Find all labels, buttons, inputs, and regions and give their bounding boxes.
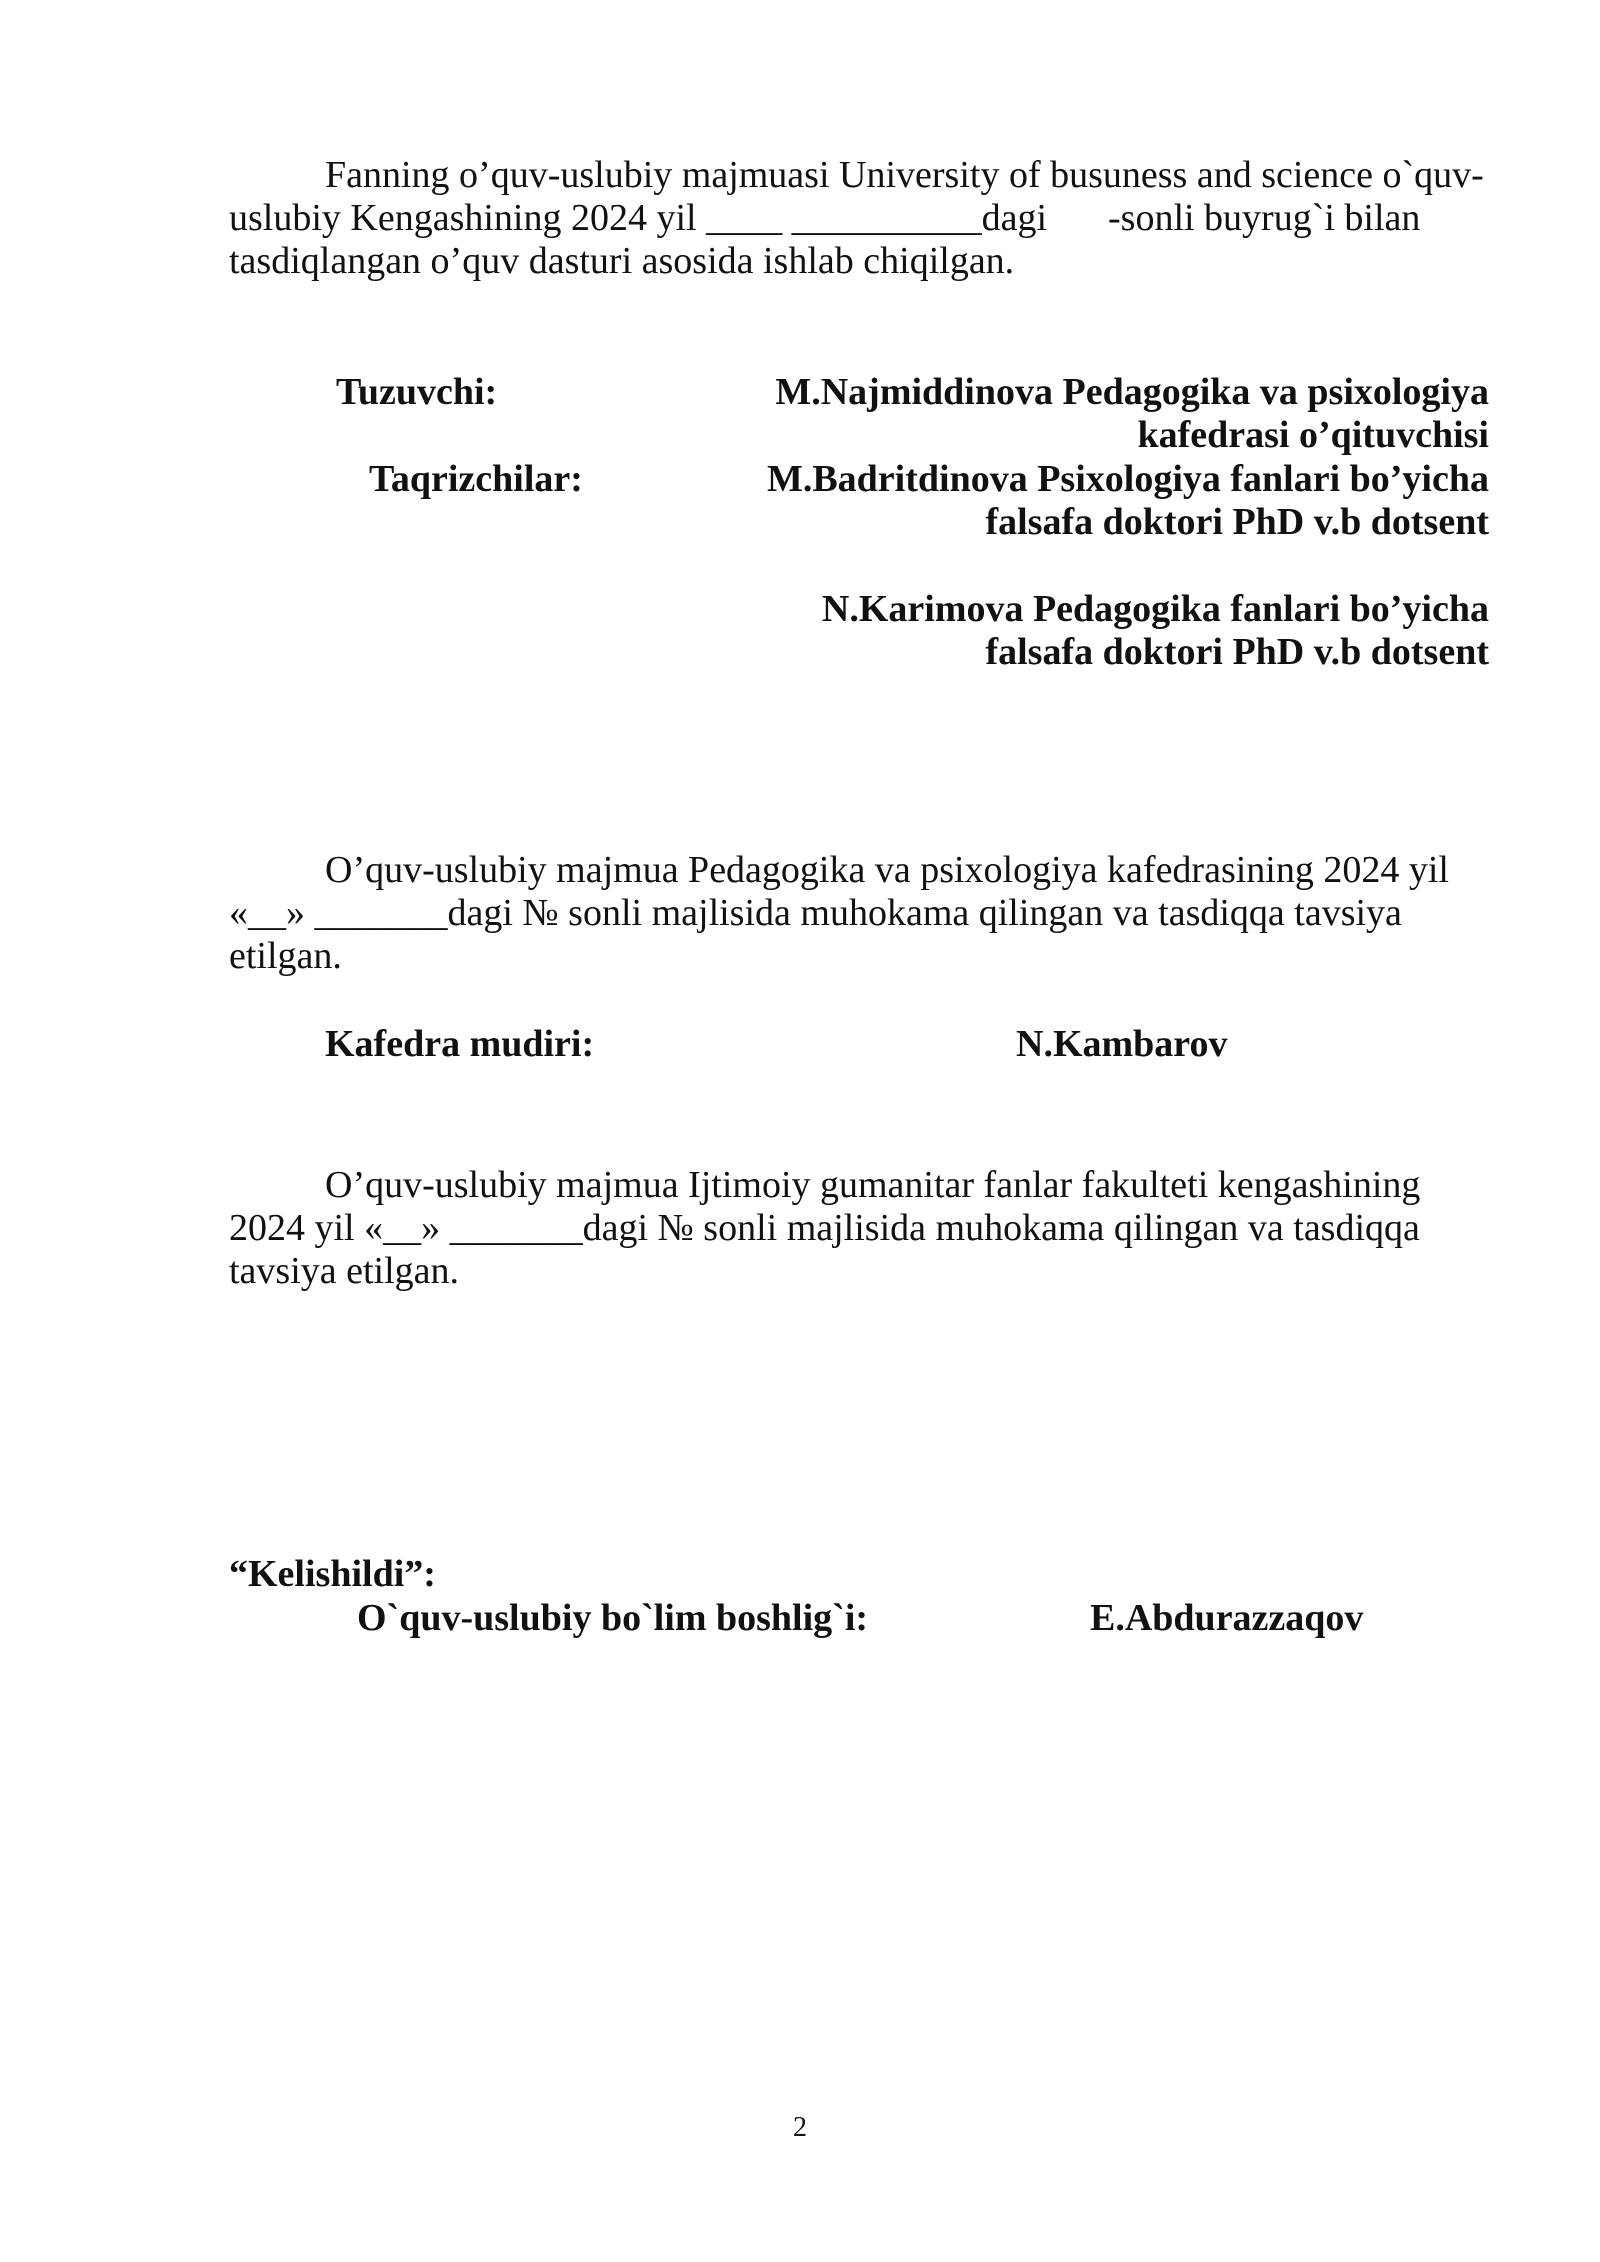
fakultet-line-3: tavsiya etilgan. bbox=[229, 1250, 460, 1292]
reviewer-1-line-1: M.Badritdinova Psixologiya fanlari bo’yicha bbox=[766, 458, 1489, 500]
fakultet-line-1: O’quv-uslubiy majmua Ijtimoiy gumanitar fanlar fakulteti kengashining bbox=[325, 1164, 1421, 1206]
kafedra-head-name: N.Kambarov bbox=[1016, 1023, 1228, 1065]
kafedra-line-3: etilgan. bbox=[229, 935, 342, 977]
approval-name: E.Abdurazzaqov bbox=[1090, 1597, 1364, 1639]
tuzuvchi-name-line-2: kafedrasi o’qituvchisi bbox=[1137, 414, 1489, 456]
kafedra-line-1: O’quv-uslubiy majmua Pedagogika va psixologiya kafedrasining 2024 yil bbox=[325, 849, 1449, 891]
kafedra-line-2: «__» _______dagi № sonli majlisida muhokama qilingan va tasdiqqa tavsiya bbox=[229, 892, 1402, 934]
approval-heading: “Kelishildi”: bbox=[229, 1553, 436, 1595]
reviewer-2-line-2: falsafa doktori PhD v.b dotsent bbox=[985, 631, 1489, 673]
intro-line-3: tasdiqlangan o’quv dasturi asosida ishlab chiqilgan. bbox=[229, 240, 1015, 282]
reviewer-1-line-2: falsafa doktori PhD v.b dotsent bbox=[985, 501, 1489, 543]
intro-line-1: Fanning o’quv-uslubiy majmuasi University of busuness and science o`quv- bbox=[325, 154, 1484, 196]
kafedra-head-label: Kafedra mudiri: bbox=[325, 1023, 595, 1065]
approval-role: O`quv-uslubiy bo`lim boshlig`i: bbox=[357, 1597, 869, 1639]
page-number: 2 bbox=[793, 2112, 807, 2143]
tuzuvchi-label: Tuzuvchi: bbox=[336, 371, 498, 413]
taqrizchilar-label: Taqrizchilar: bbox=[369, 458, 583, 500]
tuzuvchi-name-line-1: M.Najmiddinova Pedagogika va psixologiya bbox=[775, 371, 1489, 413]
intro-line-2b: -sonli buyrug`i bilan bbox=[1108, 197, 1421, 239]
intro-line-2a: uslubiy Kengashining 2024 yil ____ __________dagi bbox=[229, 197, 1048, 239]
reviewer-2-line-1: N.Karimova Pedagogika fanlari bo’yicha bbox=[821, 588, 1489, 630]
fakultet-line-2: 2024 yil «__» _______dagi № sonli majlisida muhokama qilingan va tasdiqqa bbox=[229, 1207, 1420, 1249]
